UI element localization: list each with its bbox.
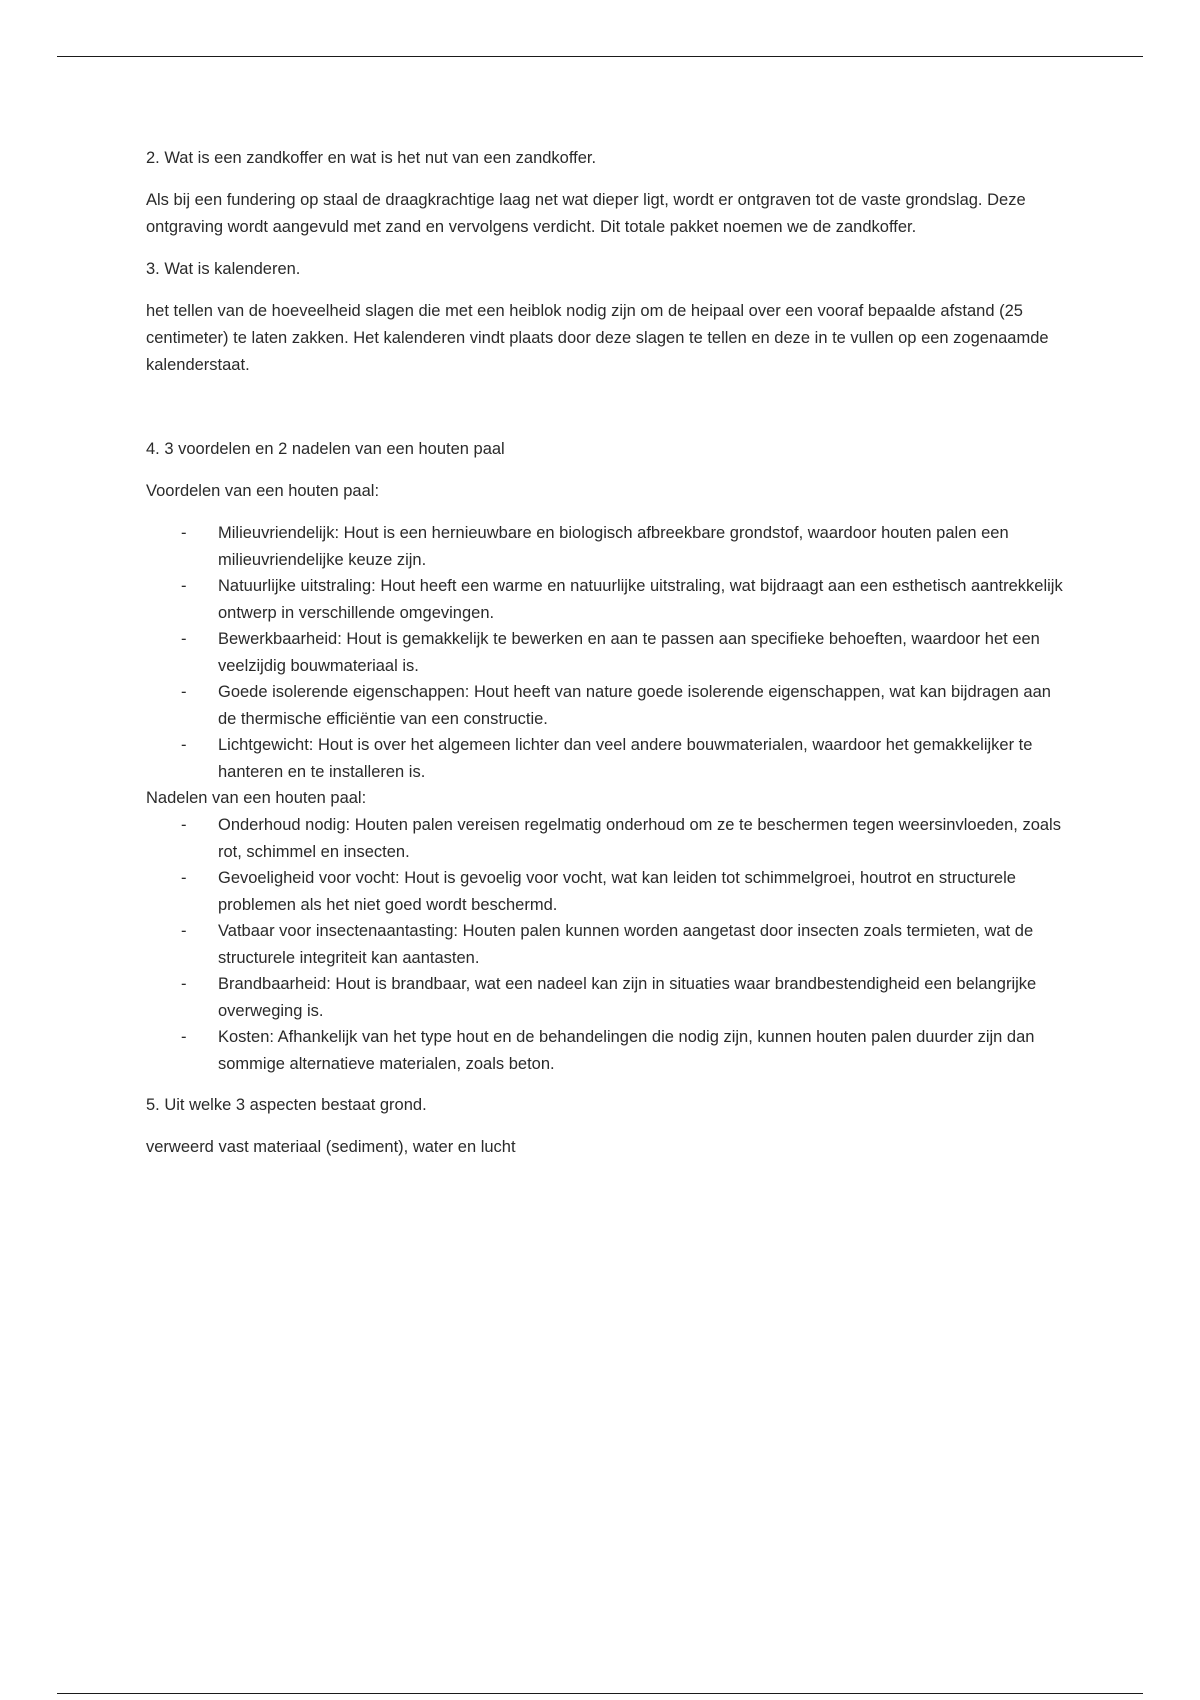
dash-bullet: - <box>181 922 187 940</box>
answer-5: verweerd vast materiaal (sediment), water en lucht <box>146 1138 516 1156</box>
list-item <box>146 732 1066 785</box>
pros-list <box>146 520 1066 785</box>
dash-bullet: - <box>181 816 187 834</box>
spacer <box>146 394 1066 436</box>
pro-text: Natuurlijke uitstraling: Hout heeft een warme en natuurlijke uitstraling, wat bijdraagt aan een esthetisch aantrekkelijk ontwerp in verschillende omgevingen. <box>218 577 1063 622</box>
dash-bullet: - <box>181 630 187 648</box>
list-item <box>146 971 1066 1024</box>
list-item <box>146 918 1066 971</box>
answer-3: het tellen van de hoeveelheid slagen die met een heiblok nodig zijn om de heipaal over een vooraf bepaalde afstand (25 centimeter) te laten zakken. Het kalenderen vindt plaats door deze slagen te tellen en deze in te vullen op een zogenaamde kalenderstaat. <box>146 302 1049 374</box>
pro-text: Milieuvriendelijk: Hout is een hernieuwbare en biologisch afbreekbare grondstof, waardoor houten palen een milieuvriendelijke keuze zijn. <box>218 524 1009 569</box>
question-2: 2. Wat is een zandkoffer en wat is het nut van een zandkoffer. <box>146 149 597 167</box>
dash-bullet: - <box>181 975 187 993</box>
list-item <box>146 1024 1066 1077</box>
dash-bullet: - <box>181 869 187 887</box>
con-text: Gevoeligheid voor vocht: Hout is gevoelig voor vocht, wat kan leiden tot schimmelgroei, houtrot en structurele problemen als het niet goed wordt beschermd. <box>218 869 1016 914</box>
con-text: Onderhoud nodig: Houten palen vereisen regelmatig onderhoud om ze te beschermen tegen weersinvloeden, zoals rot, schimmel en insecten. <box>218 816 1061 861</box>
dash-bullet: - <box>181 736 187 754</box>
question-4: 4. 3 voordelen en 2 nadelen van een houten paal <box>146 440 505 458</box>
con-text: Kosten: Afhankelijk van het type hout en de behandelingen die nodig zijn, kunnen houten palen duurder zijn dan sommige alternatieve materialen, zoals beton. <box>218 1028 1035 1073</box>
document-body <box>146 145 1066 1176</box>
answer-2: Als bij een fundering op staal de draagkrachtige laag net wat dieper ligt, wordt er ontgraven tot de vaste grondslag. Deze ontgraving wordt aangevuld met zand en vervolgens verdicht. Dit totale pakket noemen we de zandkoffer. <box>146 191 1026 236</box>
question-3: 3. Wat is kalenderen. <box>146 260 301 278</box>
pro-text: Lichtgewicht: Hout is over het algemeen lichter dan veel andere bouwmaterialen, waardoor het gemakkelijker te hanteren en te installeren is. <box>218 736 1033 781</box>
dash-bullet: - <box>181 524 187 542</box>
dash-bullet: - <box>181 1028 187 1046</box>
dash-bullet: - <box>181 683 187 701</box>
pro-text: Bewerkbaarheid: Hout is gemakkelijk te bewerken en aan te passen aan specifieke behoeften, waardoor het een veelzijdig bouwmateriaal is. <box>218 630 1040 675</box>
header-rule <box>57 56 1143 57</box>
con-text: Brandbaarheid: Hout is brandbaar, wat een nadeel kan zijn in situaties waar brandbestendigheid een belangrijke overweging is. <box>218 975 1037 1020</box>
list-item <box>146 573 1066 626</box>
footer-rule <box>57 1693 1143 1694</box>
pro-text: Goede isolerende eigenschappen: Hout heeft van nature goede isolerende eigenschappen, wat kan bijdragen aan de thermische efficiëntie van een constructie. <box>218 683 1051 728</box>
list-item <box>146 812 1066 865</box>
list-item <box>146 626 1066 679</box>
pros-heading: Voordelen van een houten paal: <box>146 482 380 500</box>
dash-bullet: - <box>181 577 187 595</box>
list-item <box>146 520 1066 573</box>
cons-heading: Nadelen van een houten paal: <box>146 789 367 807</box>
list-item <box>146 679 1066 732</box>
list-item <box>146 865 1066 918</box>
con-text: Vatbaar voor insectenaantasting: Houten palen kunnen worden aangetast door insecten zoals termieten, wat de structurele integriteit kan aantasten. <box>218 922 1034 967</box>
cons-list <box>146 812 1066 1077</box>
question-5: 5. Uit welke 3 aspecten bestaat grond. <box>146 1096 427 1114</box>
